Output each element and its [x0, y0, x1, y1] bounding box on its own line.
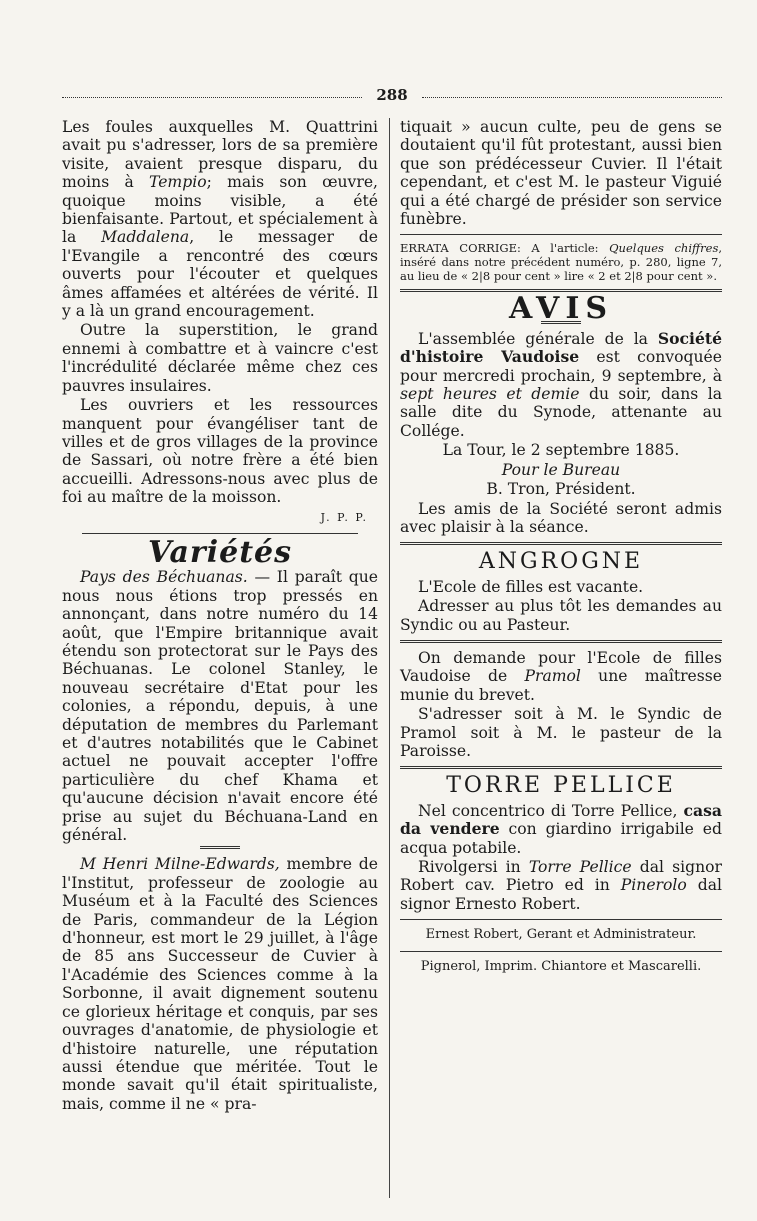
signature: J. P. P. [320, 510, 368, 524]
pramol-end-rule [400, 766, 722, 769]
pramol-paragraph-2: S'adresser soit à M. le Syndic de Pramol soit à M. le pasteur de la Paroisse. [400, 705, 722, 760]
sardinia-paragraph-3: Les ouvriers et les ressources manquent pour évangéliser tant de villes et de gros villages de la province de Sassari, où notre frère a été bien accueilli. Adressons-nous avec plus de foi au maître de la moisson. [62, 396, 378, 507]
header-rule-right [422, 97, 722, 98]
avis-date: La Tour, le 2 septembre 1885. [442, 441, 680, 460]
short-rule [200, 846, 240, 849]
errata-rule-top [400, 234, 722, 235]
milne-edwards-continued: tiquait » aucun culte, peu de gens se doutaient qu'il fût protestant, aussi bien que son prédécesseur Cuvier. Il l'était cependant, et c'est M. le pasteur Viguié qui a été chargé de présider son service funèbre. [400, 118, 722, 229]
torre-paragraph-2: Rivolgersi in Torre Pellice dal signor Robert cav. Pietro ed in Pinerolo dal signor Ernesto Robert. [400, 858, 722, 913]
left-column [62, 118, 378, 1114]
varietes-heading: Variétés [147, 534, 293, 570]
avis-paragraph: L'assemblée générale de la Société d'histoire Vaudoise est convoquée pour mercredi prochain, 9 septembre, à sept heures et demie du soir, dans la salle dite du Synode, attenante au Collége. [400, 328, 722, 440]
page-number: 288 [376, 86, 408, 104]
angrogne-paragraph-2: Adresser au plus tôt les demandes au Syndic ou au Pasteur. [400, 597, 722, 634]
avis-heading: AVIS [508, 291, 614, 327]
header-rule-left [62, 97, 362, 98]
bechuanas-paragraph: Pays des Béchuanas. — Il paraît que nous nous étions trop pressés en annonçant, dans notre numéro du 14 août, que l'Empire britannique avait étendu son protectorat sur le Pays des Béchuanas. Le colonel Stanley, le nouveau secrétaire d'Etat pour les colonies, a répondu, depuis, à une députation de membres du Parlemant et d'autres notabilités que le Cabinet actuel ne pouvait accepter l'offre particulière du chef Khama et qu'aucune décision n'avait encore été prise au sujet du Béchuana-Land en général. [62, 568, 378, 845]
footer-rule-2 [400, 951, 722, 952]
angrogne-end-rule [400, 640, 722, 643]
angrogne-paragraph-1: L'Ecole de filles est vacante. [418, 577, 644, 596]
section-rule [82, 533, 358, 534]
pramol-paragraph-1: On demande pour l'Ecole de filles Vaudoise de Pramol une maîtresse munie du brevet. [400, 648, 722, 704]
printer-line: Pignerol, Imprim. Chiantore et Mascarelli. [420, 958, 702, 974]
angrogne-heading: ANGROGNE [478, 549, 644, 575]
column-divider [389, 118, 390, 1198]
milne-edwards-paragraph: M Henri Milne-Edwards, membre de l'Institut, professeur de zoologie au Muséum et à la Faculté des Sciences de Paris, commandeur de la Légion d'honneur, est mort le 29 juillet, à l'âge de 85 ans Successeur de Cuvier à l'Académie des Sciences comme à la Sorbonne, il avait dignement soutenu ce glorieux héritage et conquis, par ses ouvrages d'anatomie, de physiologie et d'histoire naturelle, une réputation aussi étendue que méritée. Tout le monde savait qu'il était spiritualiste, mais, comme il ne « pra- [62, 855, 378, 1113]
avis-president: B. Tron, Président. [486, 480, 636, 499]
torre-pellice-heading: TORRE PELLICE [446, 773, 676, 799]
right-column [400, 118, 722, 977]
page-header [62, 86, 722, 106]
avis-members-paragraph: Les amis de la Société seront admis avec plaisir à la séance. [400, 499, 722, 536]
avis-bureau: Pour le Bureau [501, 460, 621, 479]
footer-rule-1 [400, 919, 722, 920]
avis-end-rule [400, 542, 722, 545]
gerant-line: Ernest Robert, Gerant et Administrateur. [425, 927, 697, 943]
torre-paragraph-1: Nel concentrico di Torre Pellice, casa da vendere con giardino irrigabile ed acqua potabile. [400, 800, 722, 857]
sardinia-paragraph-1: Les foules auxquelles M. Quattrini avait pu s'adresser, lors de sa première visite, avaient presque disparu, du moins à Tempio; mais son œuvre, quoique moins visible, a été bienfaisante. Partout, et spécialement à la Maddalena, le messager de l'Evangile a rencontré des cœurs ouverts pour l'écouter et quelques âmes affamées et altérées de vérité. Il y a là un grand encouragement. [62, 118, 379, 321]
errata-note: ERRATA CORRIGE: A l'article: Quelques chiffres, inséré dans notre précédent numéro, p. 280, ligne 7, au lieu de « 2|8 pour cent » lire « 2 et 2|8 pour cent ». [400, 241, 723, 284]
sardinia-paragraph-2: Outre la superstition, le grand ennemi à combattre et à vaincre c'est l'incrédulité déclarée même chez ces pauvres insulaires. [62, 321, 378, 395]
